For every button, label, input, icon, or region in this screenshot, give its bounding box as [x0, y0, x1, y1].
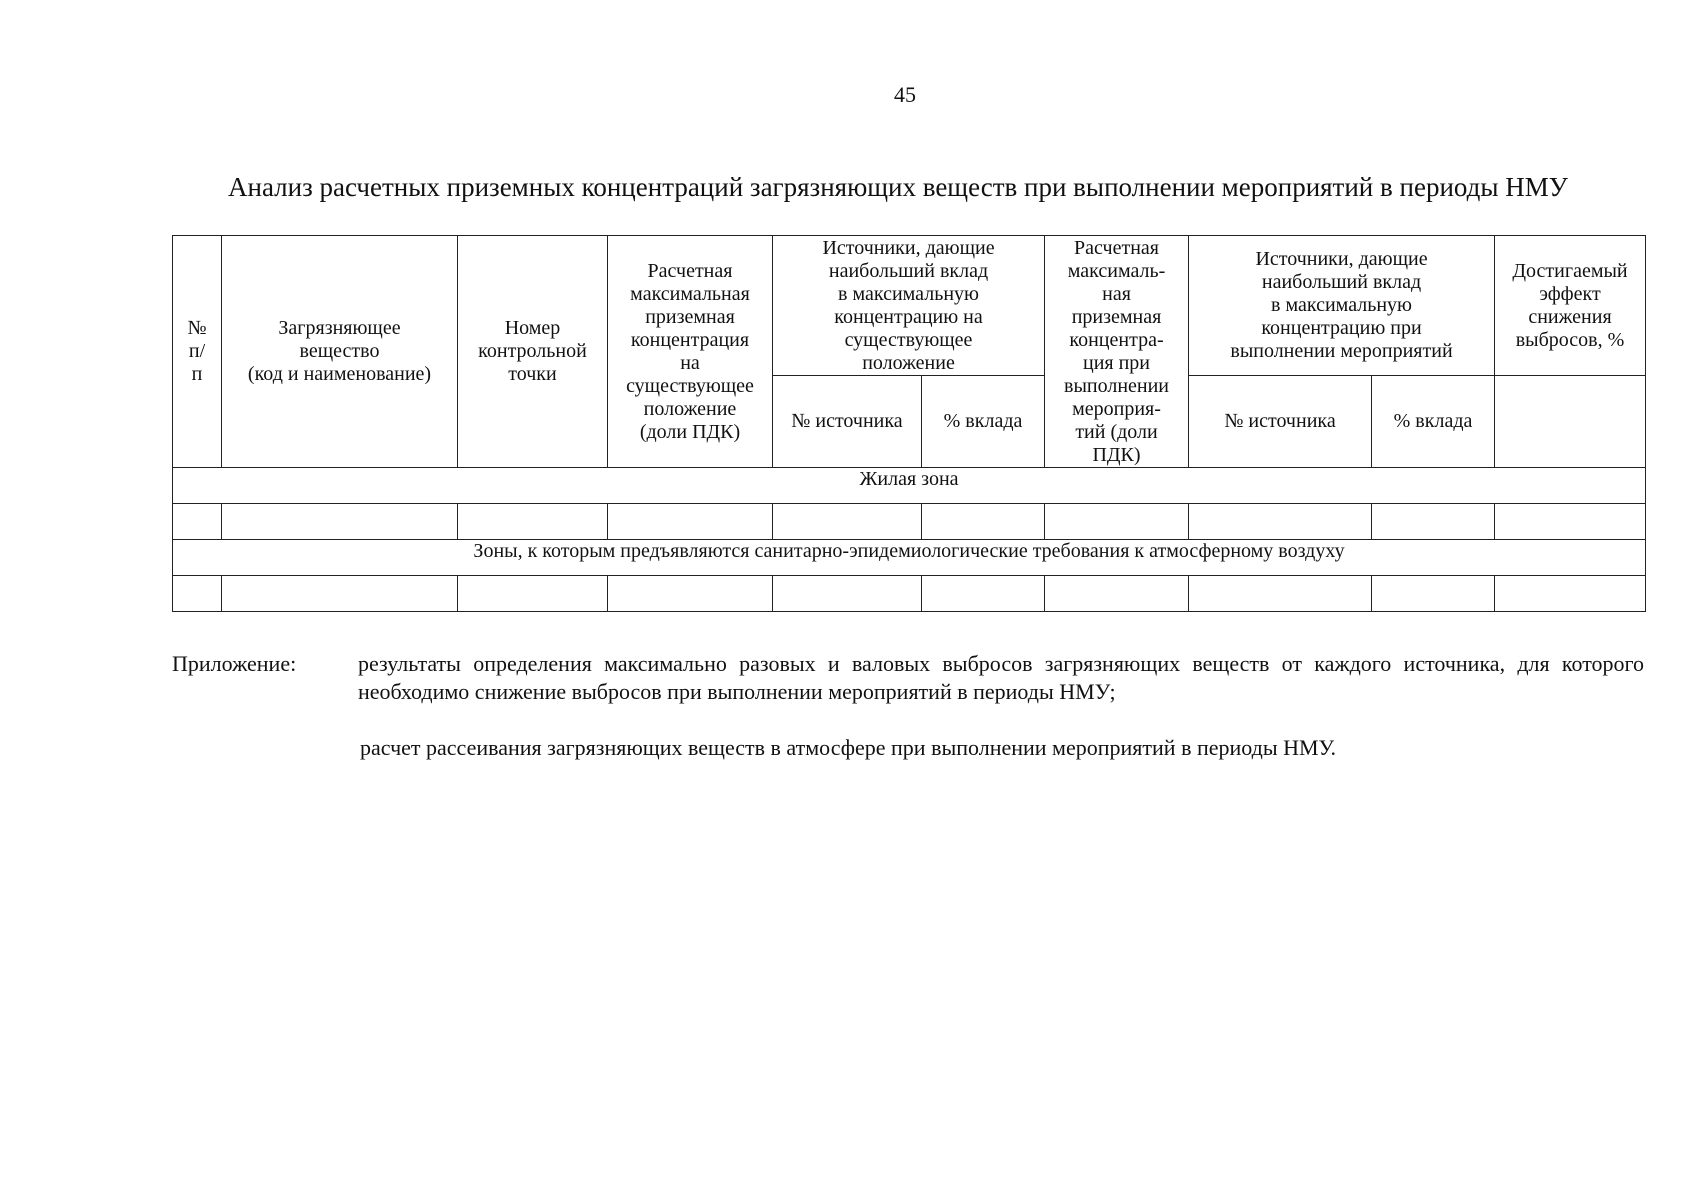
- header-effect-empty: [1495, 376, 1646, 468]
- table-cell: [458, 576, 608, 612]
- header-contribution-measures: % вклада: [1372, 376, 1495, 468]
- table-cell: [922, 576, 1045, 612]
- table-cell: [222, 504, 458, 540]
- table-cell: [1495, 576, 1646, 612]
- table-cell: [173, 576, 222, 612]
- header-source-no-measures: № источника: [1189, 376, 1372, 468]
- table-cell: [1189, 576, 1372, 612]
- zone-row-residential: Жилая зона: [173, 468, 1646, 504]
- table-row: [173, 576, 1646, 612]
- zone-row-sanitary: Зоны, к которым предъявляются санитарно-эпидемиологические требования к атмосферному воздуху: [173, 540, 1646, 576]
- table-cell: [1189, 504, 1372, 540]
- header-sources-measures: Источники, дающие наибольший вклад в максимальную концентрацию при выполнении мероприятий: [1189, 236, 1495, 376]
- appendix-item-dispersion: расчет рассеивания загрязняющих веществ в атмосфере при выполнении мероприятий в периоды НМУ.: [360, 735, 1337, 760]
- table-cell: [608, 504, 773, 540]
- table-cell: [173, 504, 222, 540]
- table-cell: [1045, 576, 1189, 612]
- table-cell: [773, 576, 922, 612]
- header-max-conc-current: Расчетная максимальная приземная концентрация на существующее положение (доли ПДК): [608, 236, 773, 468]
- table-cell: [1495, 504, 1646, 540]
- appendix-label: Приложение:: [172, 651, 297, 676]
- header-sources-current: Источники, дающие наибольший вклад в максимальную концентрацию на существующее положение: [773, 236, 1045, 376]
- header-contribution-current: % вклада: [922, 376, 1045, 468]
- document-title: Анализ расчетных приземных концентраций загрязняющих веществ при выполнении мероприятий в периоды НМУ: [228, 172, 1568, 202]
- header-effect: Достигаемый эффект снижения выбросов, %: [1495, 236, 1646, 376]
- table-cell: [458, 504, 608, 540]
- table-cell: [773, 504, 922, 540]
- header-max-conc-measures: Расчетная максималь- ная приземная концентра- ция при выполнении мероприя- тий (доли ПДК): [1045, 236, 1189, 468]
- table-cell: [222, 576, 458, 612]
- table-cell: [1045, 504, 1189, 540]
- header-num: № п/ п: [173, 236, 222, 468]
- header-substance: Загрязняющее вещество (код и наименование): [222, 236, 458, 468]
- appendix-item-results: результаты определения максимально разовых и валовых выбросов загрязняющих веществ от каждого источника, для которого необходимо снижение выбросов при выполнении мероприятий в периоды НМУ;: [358, 651, 1644, 704]
- table-cell: [608, 576, 773, 612]
- page-number: 45: [894, 82, 916, 107]
- header-control-point: Номер контрольной точки: [458, 236, 608, 468]
- analysis-table: [172, 235, 1646, 612]
- header-source-no-current: № источника: [773, 376, 922, 468]
- table-cell: [922, 504, 1045, 540]
- table-cell: [1372, 576, 1495, 612]
- table-cell: [1372, 504, 1495, 540]
- table-row: [173, 504, 1646, 540]
